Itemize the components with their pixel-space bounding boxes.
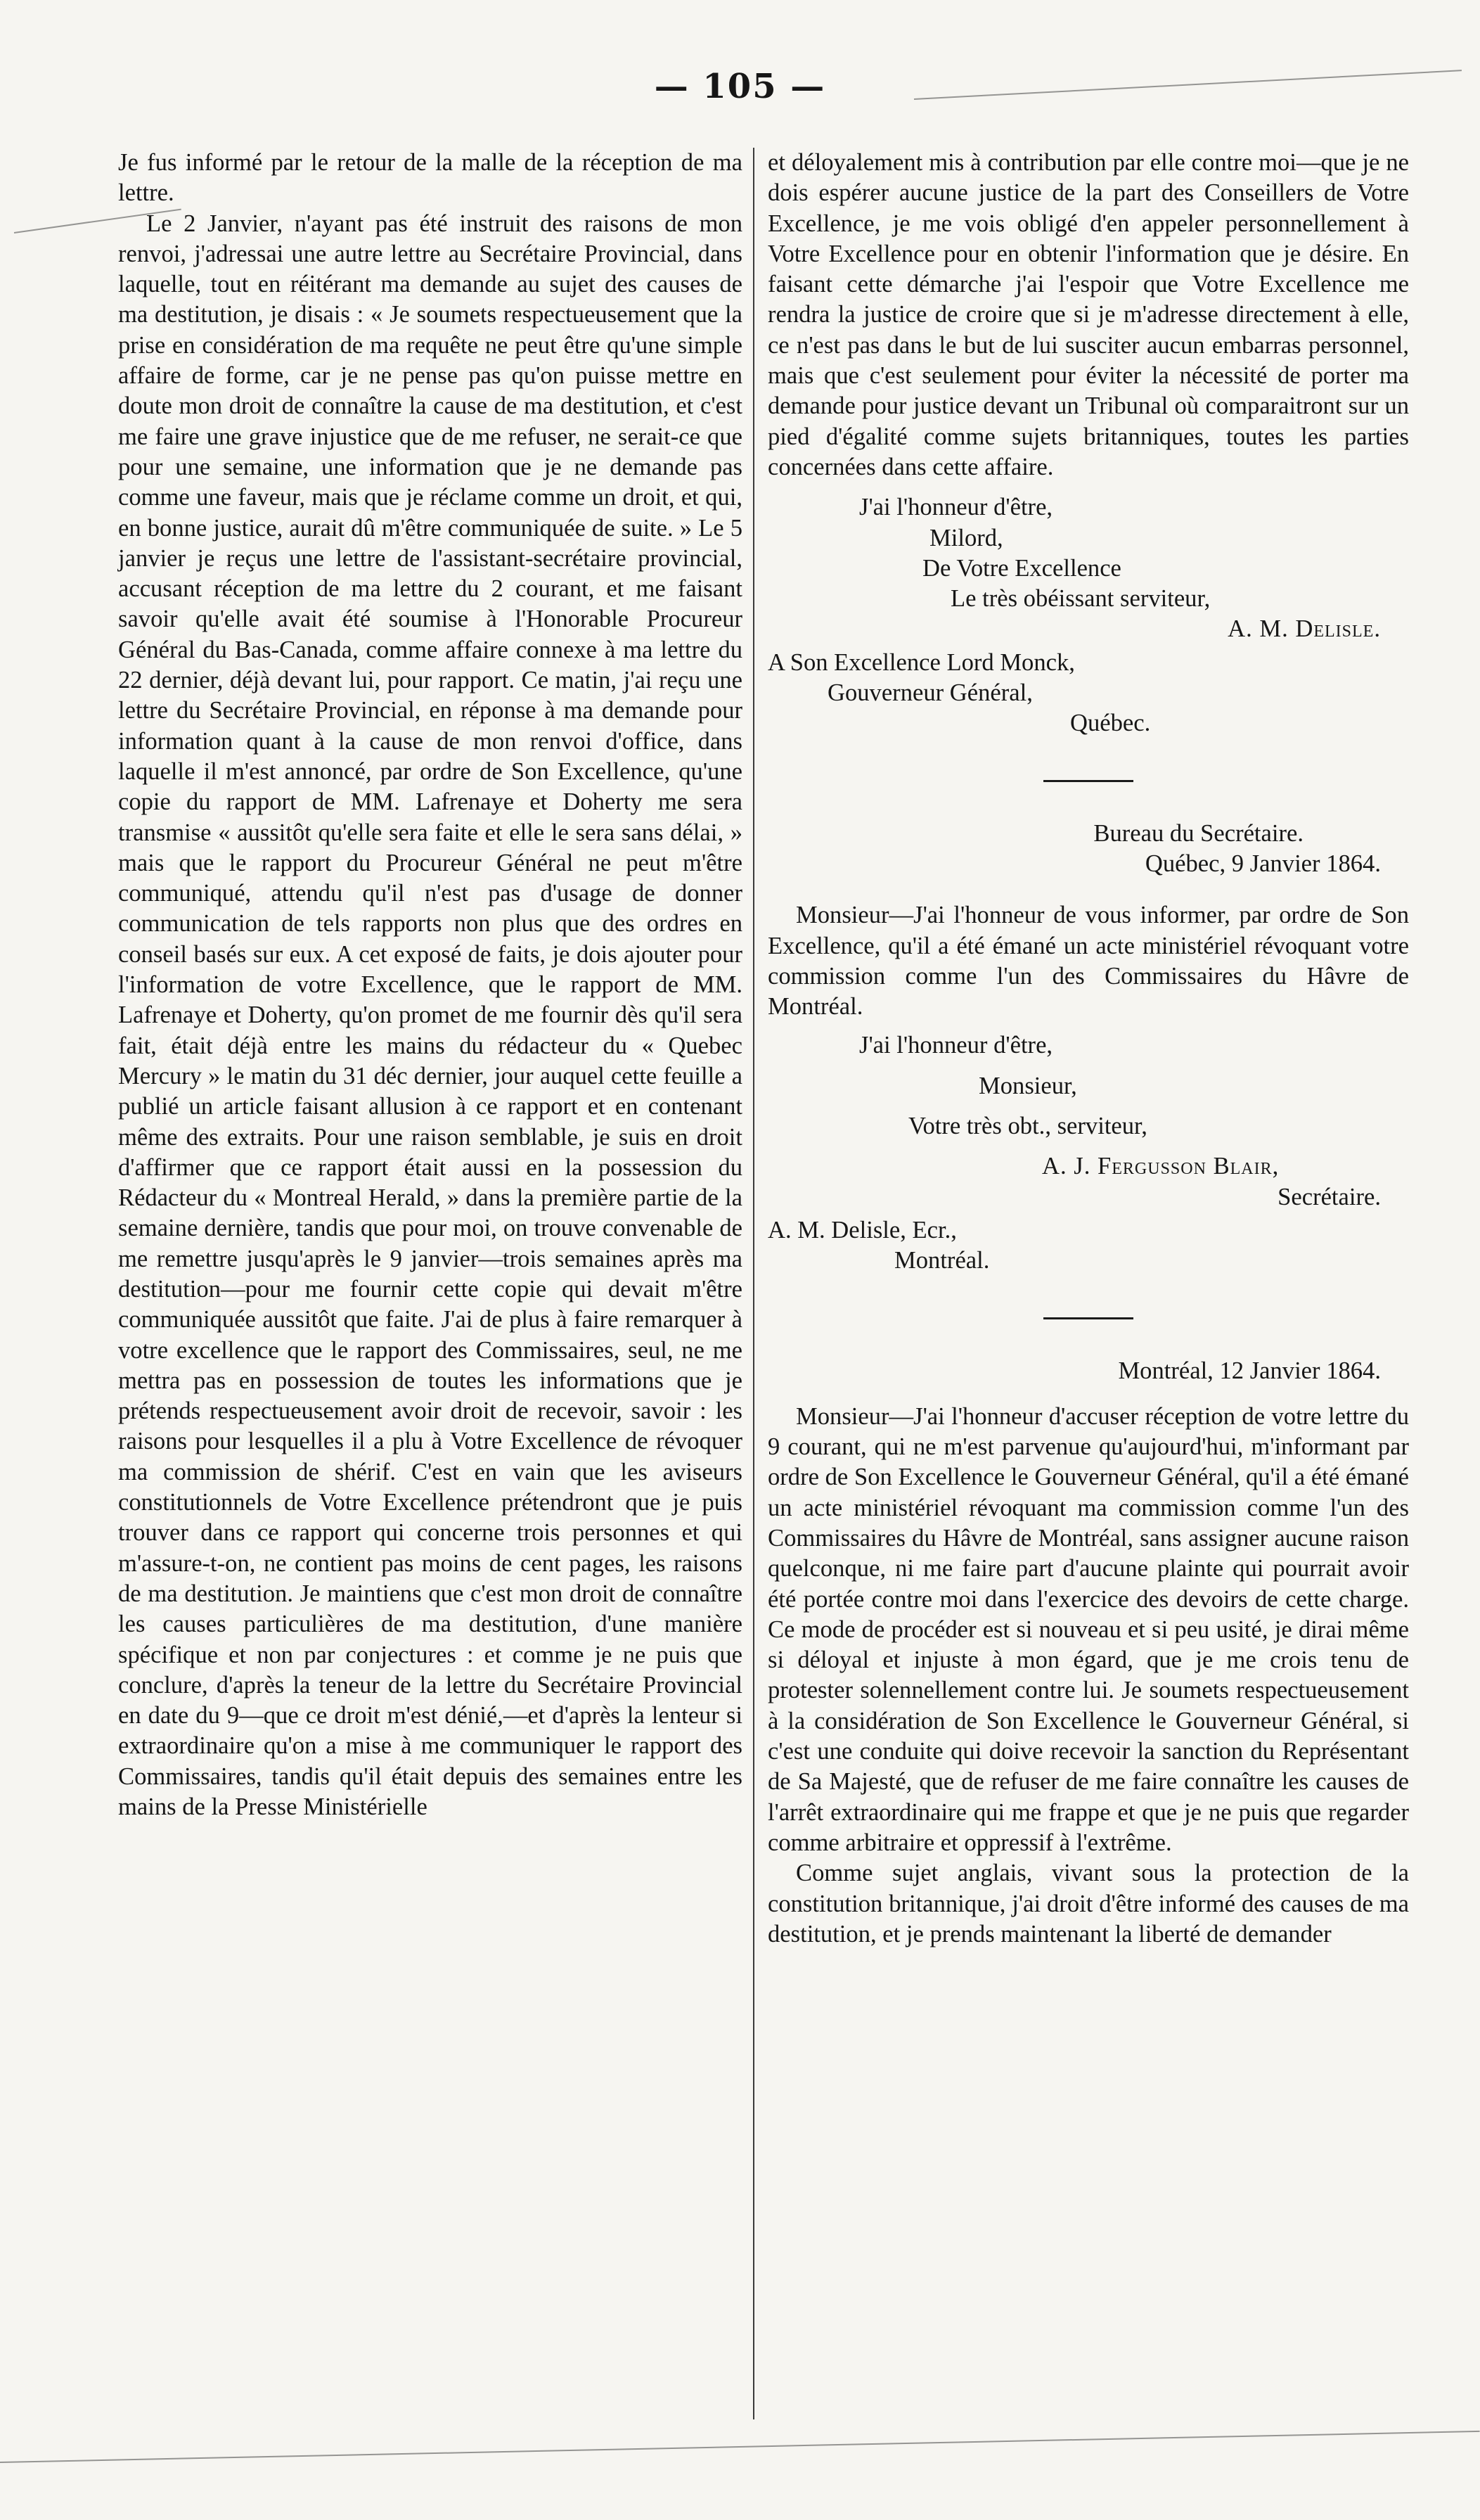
paragraph: Le 2 Janvier, n'ayant pas été instruit des raisons de mon renvoi, j'adressai une autre lettre au Secrétaire Provincial, dans laquelle, tout en réitérant ma demande au sujet des causes de ma destitution, je disais : « Je soumets respectueusement que la prise en considération de ma requête ne peut être qu'une simple affaire de forme, car je ne pense pas qu'on puisse mettre en doute mon droit de connaître la cause de ma destitution, et c'est me faire une grave injustice que de me refuser, ne serait-ce que pour une semaine, une information que je ne demande pas comme une faveur, mais que je réclame comme un droit, et qui, en bonne justice, aurait dû m'être communiquée de suite. » Le 5 janvier je reçus une lettre de l'assistant-secrétaire provincial, accusant réception de ma lettre du 2 courant, et me faisant savoir qu'elle avait été soumise à l'Honorable Procureur Général du Bas-Canada, comme affaire connexe à ma lettre du 22 dernier, déjà devant lui, pour rapport. Ce matin, j'ai reçu une lettre du Secrétaire Provincial, en réponse à ma demande pour information quant à la cause de mon renvoi d'office, dans laquelle il m'est annoncé, par ordre de Son Excellence, qu'une copie du rapport de MM. Lafrenaye et Doherty me sera transmise « aussitôt qu'elle sera faite et elle le sera sans délai, » mais que le rapport du Procureur Général ne peut m'être communiqué, attendu qu'il n'est pas d'usage de donner communication de tels rapports non plus que des ordres en conseil basés sur eux. A cet exposé de faits, je dois ajouter pour l'information de votre Excellence, que le rapport de MM. Lafrenaye et Doherty, qu'on promet de me fournir dès qu'il sera fait, était déjà entre les mains du rédacteur du « Quebec Mercury » le matin du 31 déc dernier, jour auquel cette feuille a publié un article faisant allusion à ce rapport et en contenant même des extraits. Pour une raison semblable, je suis en droit d'affirmer que ce rapport était aussi en la possession du Rédacteur du « Montreal Herald, » dans la première partie de la semaine dernière, tandis que pour moi, on trouve convenable de me remettre jusqu'après le 9 janvier—trois semaines après ma destitution—pour me fournir cette copie qui devait m'être communiquée aussitôt que faite. J'ai de plus à faire remarquer à votre excellence que le rapport des Commissaires, seul, ne me mettra pas en possession de toutes les informations que je prétends respectueusement avoir droit de recevoir, savoir : les raisons pour lesquelles il a plu à Votre Excellence de révoquer ma commission de shérif. C'est en vain que les aviseurs constitutionnels de Votre Excellence prétendront que je puis trouver dans ce rapport qui concerne trois personnes et qui m'assure-t-on, ne contient pas moins de cent pages, les raisons de ma destitution. Je maintiens que c'est mon droit de connaître les causes particulières de ma destitution, d'une manière spécifique et non par conjectures : et comme je ne puis que conclure, d'après la teneur de la lettre du Secrétaire Provincial en date du 9—que ce droit m'est dénié,—et d'après la lenteur si extraordinaire qu'on a mise à me communiquer le rapport des Commissaires, tandis qu'il était depuis des semaines entre les mains de la Presse Ministérielle (118, 210, 742, 1821)
closing-line: J'ai l'honneur d'être, (859, 494, 1053, 521)
closing-line: Le très obéissant serviteur, (951, 585, 1211, 613)
section-separator (1043, 780, 1133, 782)
closing-line: J'ai l'honneur d'être, (859, 1032, 1053, 1059)
address-line: A Son Excellence Lord Monck, (768, 648, 1075, 676)
dateline: Montréal, 12 Janvier 1864. (1118, 1357, 1381, 1384)
right-column (768, 148, 1409, 1950)
signature-title: Secrétaire. (1278, 1183, 1381, 1210)
closing-line: De Votre Excellence (922, 554, 1121, 582)
letter-continuation: et déloyalement mis à contribution par elle contre moi—que je ne dois espérer aucune justice de la part des Conseillers de Votre Excellence, je me vois obligé d'en appeler personnellement à Votre Excellence pour en obtenir l'information que je désire. En faisant cette démarche j'ai l'espoir que Votre Excellence me rendra la justice de croire que si je m'adresse directement à elle, ce n'est pas dans le but de lui susciter aucun embarras personnel, mais que c'est seulement pour éviter la nécessité de porter ma demande pour justice devant un Tribunal où comparaitront sur un pied d'égalité comme sujets britanniques, toutes les parties concernées dans cette affaire. (768, 149, 1409, 480)
address-line: Montréal. (894, 1247, 990, 1274)
dateline: Québec, 9 Janvier 1864. (1145, 850, 1381, 877)
letter1-closing (768, 492, 1409, 644)
closing-line: Milord, (929, 524, 1003, 551)
letter-body: Comme sujet anglais, vivant sous la protection de la constitution britannique, j'ai droit d'être informé des causes de ma destitution, et je prends maintenant la liberté de demander (768, 1860, 1409, 1947)
letter-body: Monsieur—J'ai l'honneur d'accuser réception de votre lettre du 9 courant, qui ne m'est parvenue qu'aujourd'hui, m'informant par ordre de Son Excellence le Gouverneur Général, qu'il a été émané un acte ministériel révoquant ma commission comme l'un des Commissaires du Hâvre de Montréal, sans assigner aucune raison quelconque, ni me faire part d'aucune plainte qui pourrait avoir été portée contre moi dans l'exercice des devoirs de cette charge. Ce mode de procéder est si nouveau et si peu usité, je dirai même si déloyal et injuste à mon égard, que je me crois tenu de protester solennellement contre lui. Je soumets respectueusement à la considération de Son Excellence le Gouverneur Général, si c'est une conduite qui doive recevoir la sanction du Représentant de Sa Majesté, que de refuser de me faire connaître les causes de l'arrêt extraordinaire qui me frappe et que je ne puis que regarder comme arbitraire et oppressif à l'extrême. (768, 1402, 1409, 1856)
office-heading: Bureau du Secrétaire. (1093, 819, 1304, 847)
address-line: Québec. (1070, 710, 1151, 737)
signature: A. M. Delisle. (1228, 615, 1381, 643)
signature: A. J. Fergusson Blair, (1042, 1153, 1280, 1180)
column-divider (753, 148, 754, 2419)
left-column (118, 148, 742, 1822)
page-number: — 105 — (654, 67, 826, 106)
letter2-address (768, 1215, 1409, 1277)
section-separator (1043, 1317, 1133, 1319)
closing-line: Monsieur, (979, 1072, 1077, 1099)
letter1-address (768, 648, 1409, 739)
address-line: Gouverneur Général, (828, 679, 1033, 707)
closing-line: Votre très obt., serviteur, (908, 1113, 1147, 1140)
paragraph: Je fus informé par le retour de la malle de la réception de ma lettre. (118, 149, 742, 207)
address-line: A. M. Delisle, Ecr., (768, 1216, 957, 1243)
scan-artifact-line (0, 2431, 1480, 2463)
letter-body: Monsieur—J'ai l'honneur de vous informer, par ordre de Son Excellence, qu'il a été émané un acte ministériel révoquant votre commission comme l'un des Commissaires du Hâvre de Montréal. (768, 902, 1409, 1021)
